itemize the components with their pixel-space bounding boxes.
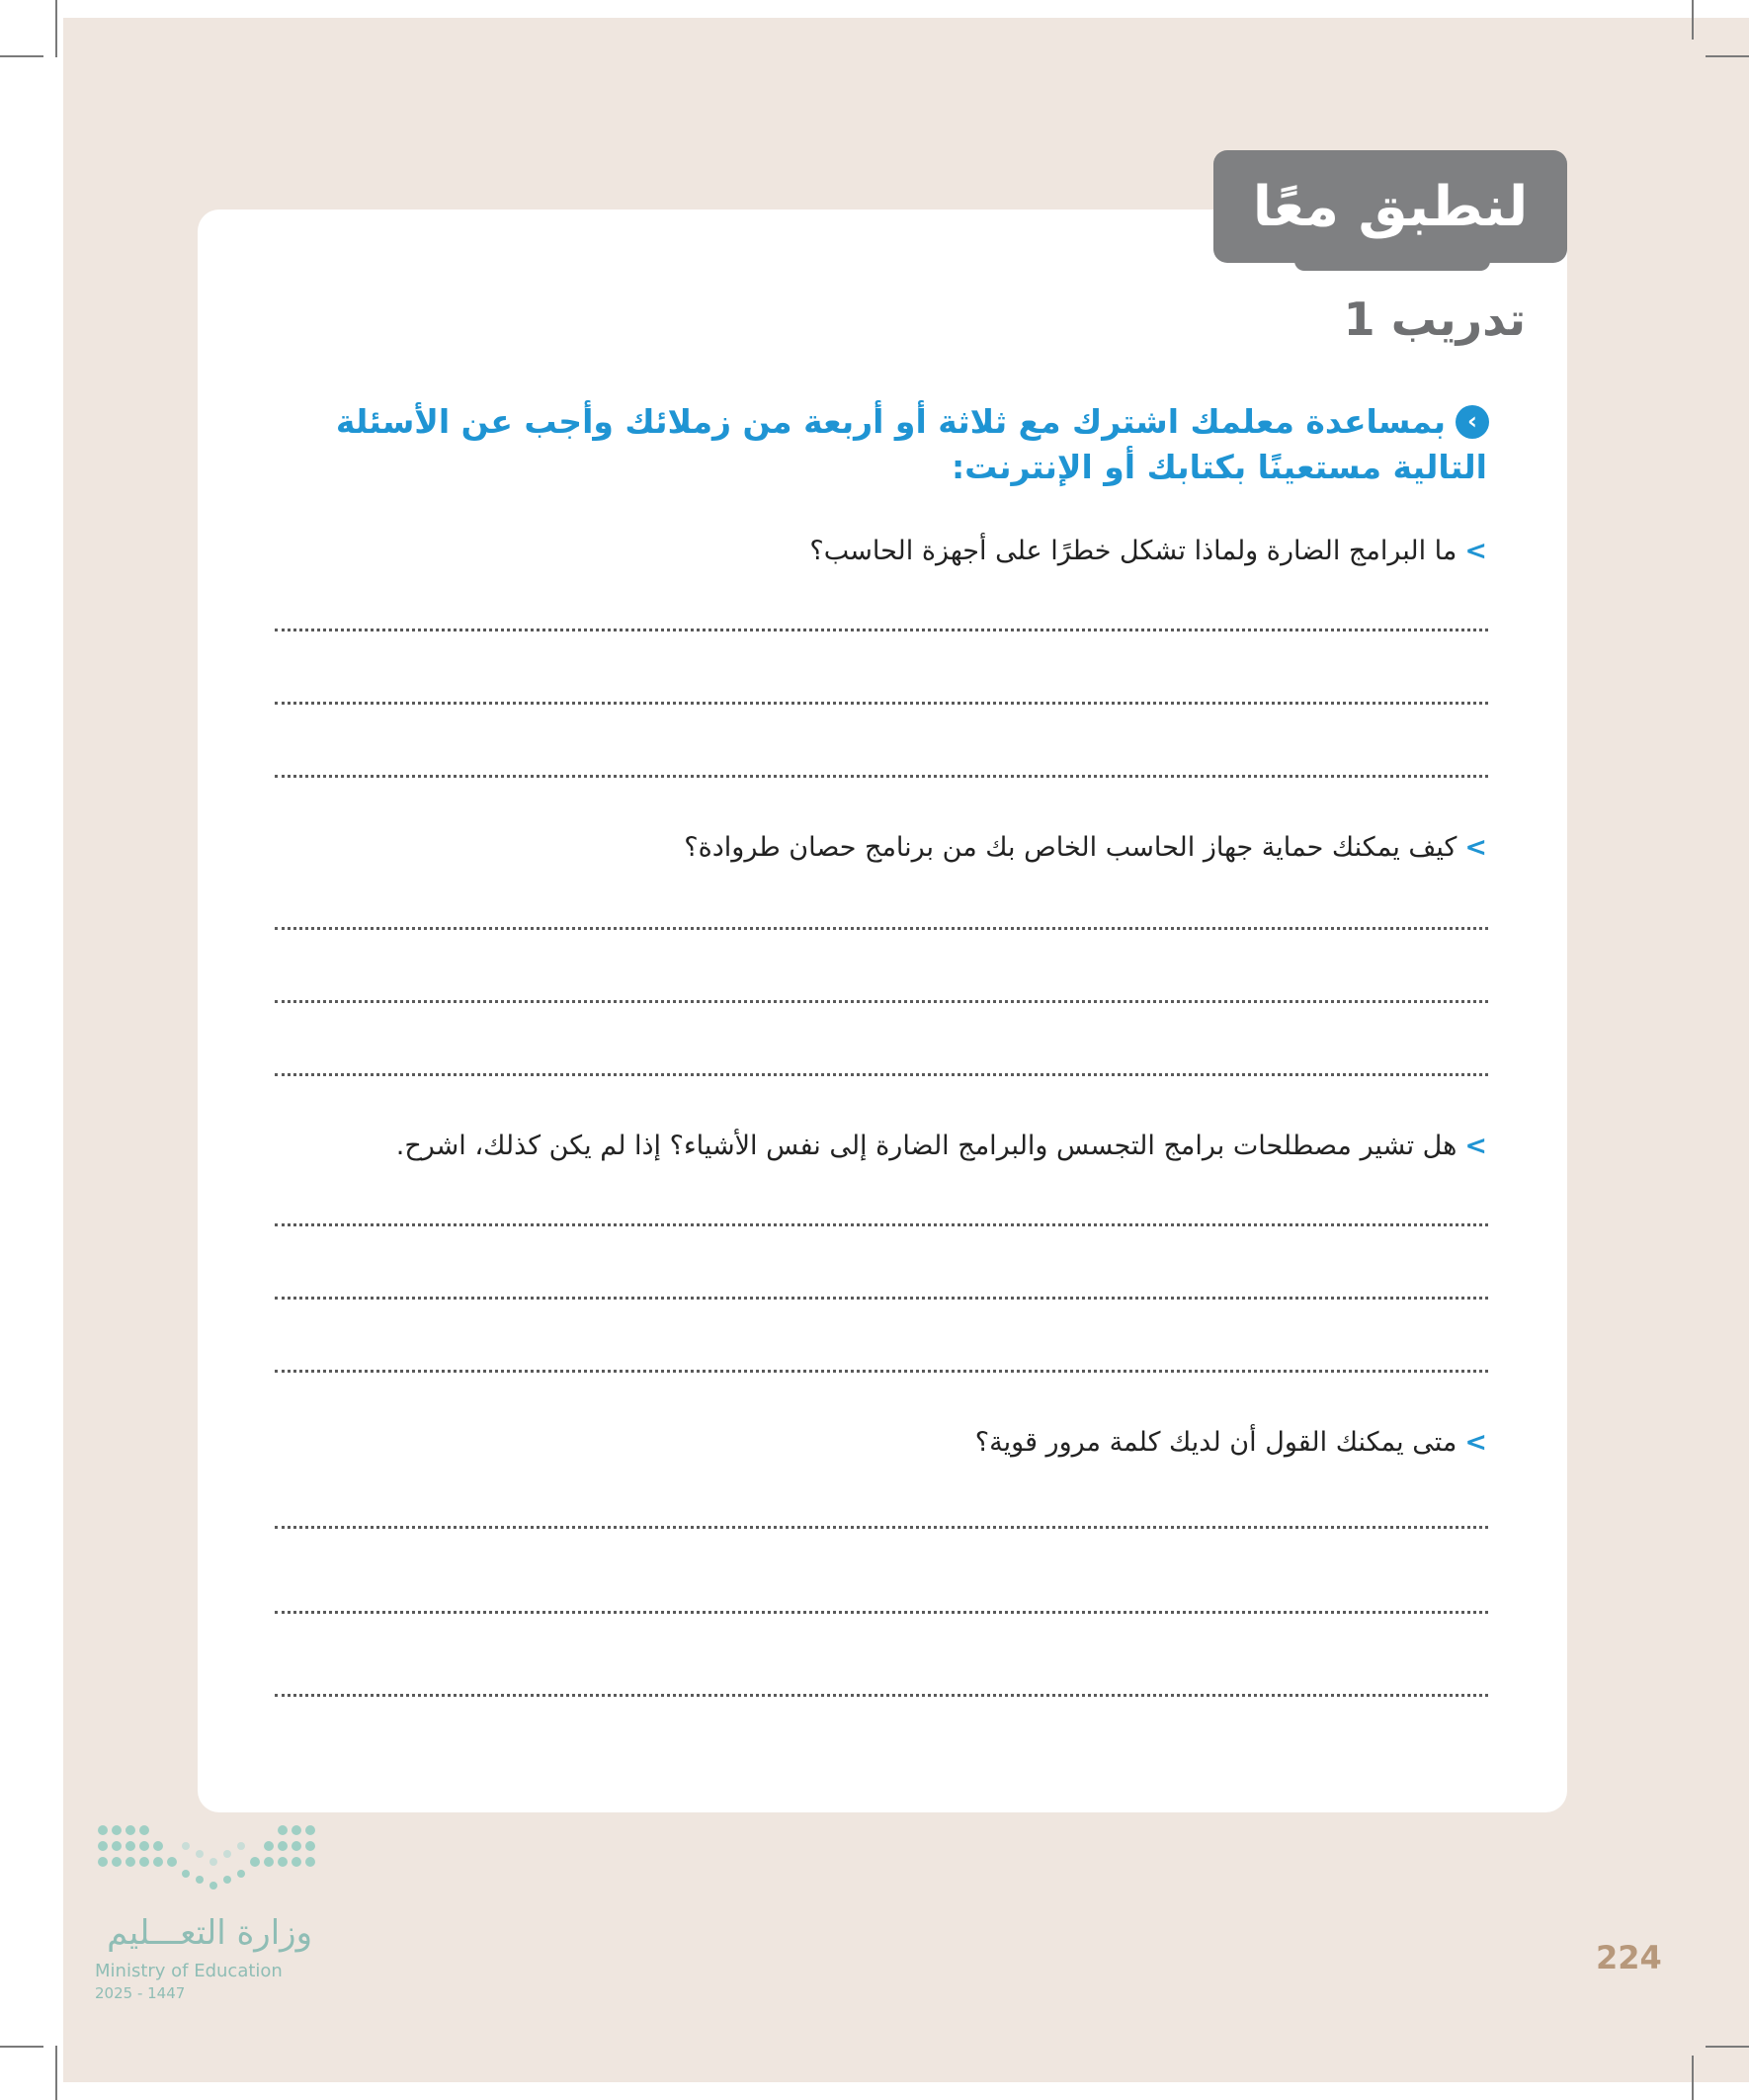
answer-line[interactable] [275,1526,1488,1529]
crop-mark [0,55,43,57]
answer-line[interactable] [275,1073,1488,1076]
answer-line[interactable] [275,927,1488,930]
question-marker: > [1464,1427,1487,1458]
instruction-label: بمساعدة معلمك اشترك مع ثلاثة أو أربعة من زملائك وأجب عن الأسئلة التالية مستعينًا بكتابك أو الإنترنت: [335,402,1487,486]
question-4 [267,1425,1487,1461]
crop-mark [55,0,57,57]
edition-year: 2025 - 1447 [95,1984,186,2002]
answer-line[interactable] [275,1370,1488,1373]
question-marker: > [1464,1131,1487,1161]
page-number: 224 [1596,1939,1662,1976]
section-title: تدريب 1 [1343,293,1526,346]
answer-line[interactable] [275,1611,1488,1614]
answer-line[interactable] [275,1223,1488,1226]
crop-mark [1692,0,1694,40]
question-1 [267,534,1487,569]
question-text: متى يمكنك القول أن لديك كلمة مرور قوية؟ [974,1427,1458,1458]
ministry-name-en: Ministry of Education [95,1961,283,1981]
crop-mark [55,2046,57,2100]
question-2 [267,830,1487,866]
question-text: كيف يمكنك حماية جهاز الحاسب الخاص بك من برنامج حصان طروادة؟ [684,832,1458,863]
crop-mark [1706,55,1749,57]
tab-title: لنطبق معًا [1252,175,1529,239]
answer-line[interactable] [275,775,1488,778]
crop-mark [1706,2046,1749,2048]
question-marker: > [1464,832,1487,863]
crop-mark [1692,2056,1694,2100]
chevron-circle-icon: ‹ [1456,405,1489,439]
header-tab-notch [1294,255,1490,271]
answer-line[interactable] [275,1297,1488,1300]
question-3 [267,1129,1487,1164]
answer-line[interactable] [275,1694,1488,1697]
answer-line[interactable] [275,1000,1488,1003]
answer-line[interactable] [275,629,1488,631]
question-text: ما البرامج الضارة ولماذا تشكل خطرًا على أجهزة الحاسب؟ [809,536,1458,566]
instruction-text [267,399,1487,490]
question-marker: > [1464,536,1487,566]
ministry-logo-icon [95,1822,322,1901]
crop-mark [0,2046,43,2048]
ministry-name-ar: وزارة التعـــليم [107,1913,312,1953]
question-text: هل تشير مصطلحات برامج التجسس والبرامج الضارة إلى نفس الأشياء؟ إذا لم يكن كذلك، اشرح. [395,1131,1458,1161]
answer-line[interactable] [275,702,1488,705]
